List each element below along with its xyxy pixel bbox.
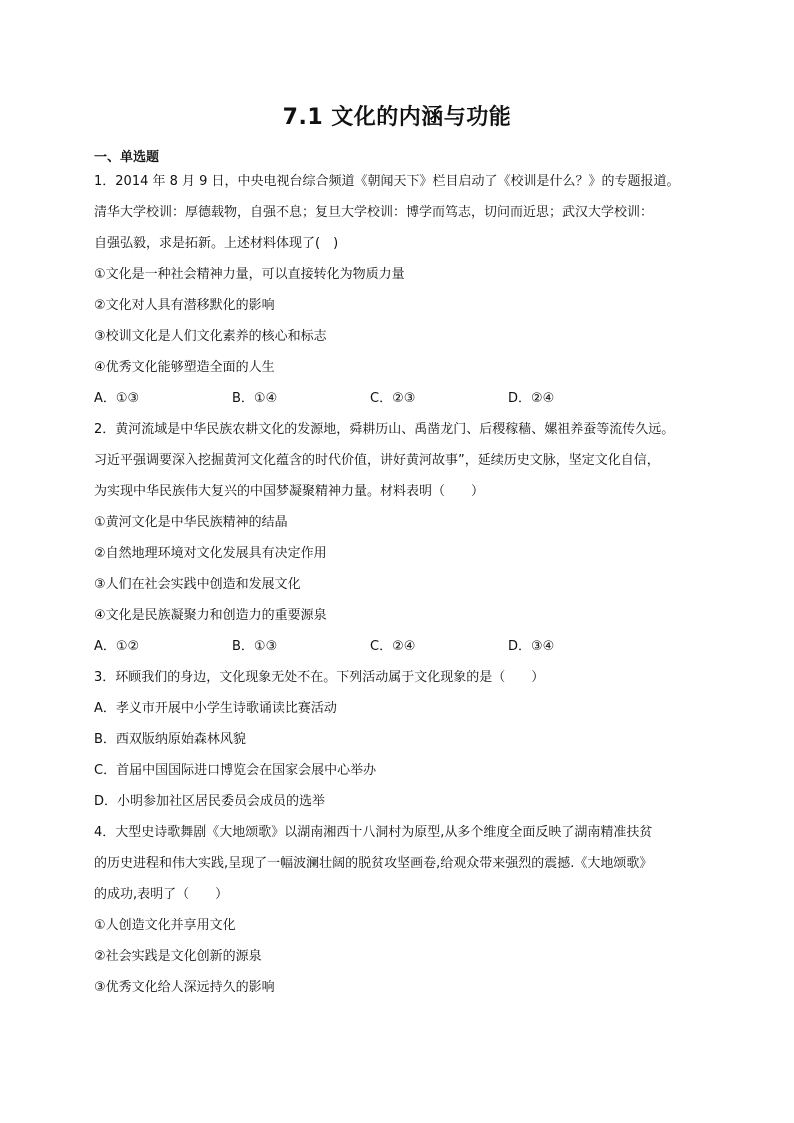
option-d: D．②④ — [508, 391, 555, 406]
question-1 — [94, 172, 716, 420]
question-4-statement: ①人创造文化并享用文化 — [94, 918, 236, 933]
question-3-choice: D．小明参加社区居民委员会成员的选举 — [94, 794, 326, 809]
option-c: C．②③ — [370, 391, 416, 406]
question-3-choice: B．西双版纳原始森林风貌 — [94, 732, 246, 747]
question-1-statement: ③校训文化是人们文化素养的核心和标志 — [94, 329, 327, 344]
question-3 — [94, 668, 716, 823]
question-2-stem-line: 2．黄河流域是中华民族农耕文化的发源地，舜耕历山、禹凿龙门、后稷稼穑、嫘祖养蚕等流传久远。 — [94, 422, 675, 437]
option-d: D．③④ — [508, 639, 555, 654]
question-4 — [94, 823, 716, 1009]
question-2-statement: ①黄河文化是中华民族精神的结晶 — [94, 515, 288, 530]
question-3-choice: C．首届中国国际进口博览会在国家会展中心举办 — [94, 763, 377, 778]
question-1-options — [94, 389, 716, 420]
option-b: B．①④ — [232, 391, 278, 406]
question-2-statement: ③人们在社会实践中创造和发展文化 — [94, 577, 301, 592]
question-3-choice: A．孝义市开展中小学生诗歌诵读比赛活动 — [94, 701, 337, 716]
question-4-statement: ③优秀文化给人深远持久的影响 — [94, 980, 275, 995]
option-a: A．①② — [94, 639, 140, 654]
question-1-stem-line: 1．2014 年 8 月 9 日，中央电视台综合频道《朝闻天下》栏目启动了《校训是什么？》的专题报道。 — [94, 174, 680, 189]
option-b: B．①③ — [232, 639, 278, 654]
question-4-statement: ②社会实践是文化创新的源泉 — [94, 949, 262, 964]
question-2-statement: ④文化是民族凝聚力和创造力的重要源泉 — [94, 608, 327, 623]
page-title: 7.1 文化的内涵与功能 — [282, 105, 512, 130]
question-3-stem-line: 3．环顾我们的身边，文化现象无处不在。下列活动属于文化现象的是（ ） — [94, 670, 545, 685]
question-1-stem-line: 清华大学校训：厚德载物，自强不息；复旦大学校训：博学而笃志，切问而近思；武汉大学校训： — [94, 205, 654, 220]
question-1-stem-line: 自强弘毅，求是拓新。上述材料体现了( ) — [94, 236, 339, 251]
question-1-statement: ①文化是一种社会精神力量，可以直接转化为物质力量 — [94, 267, 405, 282]
section-heading: 一、单选题 — [94, 150, 160, 165]
option-a: A．①③ — [94, 391, 140, 406]
question-2-stem-line: 为实现中华民族伟大复兴的中国梦凝聚精神力量。材料表明（ ） — [94, 484, 485, 499]
question-4-stem-line: 4．大型史诗歌舞剧《大地颂歌》以湖南湘西十八洞村为原型,从多个维度全面反映了湖南精准扶贫 — [94, 825, 653, 840]
question-2-options — [94, 637, 716, 668]
option-c: C．②④ — [370, 639, 416, 654]
question-list — [94, 172, 716, 1009]
question-1-statement: ②文化对人具有潜移默化的影响 — [94, 298, 275, 313]
question-1-statement: ④优秀文化能够塑造全面的人生 — [94, 360, 275, 375]
question-4-stem-line: 的历史进程和伟大实践,呈现了一幅波澜壮阔的脱贫攻坚画卷,给观众带来强烈的震撼.《大地颂歌》 — [94, 856, 653, 871]
question-2-statement: ②自然地理环境对文化发展具有决定作用 — [94, 546, 327, 561]
question-2 — [94, 420, 716, 668]
question-2-stem-line: 习近平强调要深入挖掘黄河文化蕴含的时代价值，讲好黄河故事”，延续历史文脉，坚定文化自信， — [94, 453, 660, 468]
question-4-stem-line: 的成功,表明了（ ） — [94, 887, 229, 902]
